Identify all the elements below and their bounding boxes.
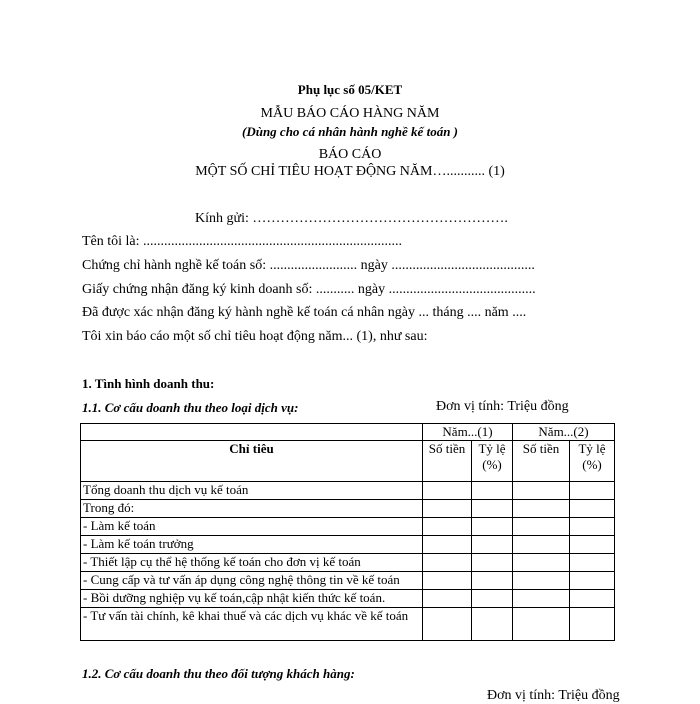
table-header-row (81, 424, 615, 441)
report-intro-line: Tôi xin báo cáo một số chỉ tiêu hoạt động năm... (1), như sau: (82, 329, 428, 344)
report-subtitle: MỘT SỐ CHỈ TIÊU HOẠT ĐỘNG NĂM…........... (1) (195, 164, 505, 179)
value-cell (423, 608, 472, 641)
year1-header: Năm...(1) (423, 424, 513, 441)
value-cell (513, 536, 570, 554)
row-label: - Bồi dưỡng nghiệp vụ kế toán,cập nhật kiến thức kế toán. (81, 590, 423, 608)
value-cell (513, 572, 570, 590)
addressee-line: Kính gửi: ………………………………………………. (195, 211, 508, 226)
value-cell (423, 590, 472, 608)
certificate-line: Chứng chỉ hành nghề kế toán số: ......................... ngày ......................................... (82, 258, 535, 273)
appendix-label: Phụ lục số 05/KET (297, 82, 403, 97)
value-cell (570, 572, 615, 590)
row-label: Tổng doanh thu dịch vụ kế toán (81, 482, 423, 500)
row-label: - Tư vấn tài chính, kê khai thuế và các dịch vụ khác về kế toán (81, 608, 423, 641)
unit-label: Đơn vị tính: Triệu đồng (436, 399, 569, 414)
value-cell (423, 554, 472, 572)
section1-1-heading: 1.1. Cơ cấu doanh thu theo loại dịch vụ: (82, 400, 299, 415)
value-cell (513, 500, 570, 518)
section1-2-heading: 1.2. Cơ cấu doanh thu theo đối tượng khách hàng: (82, 666, 355, 681)
table-row (81, 608, 615, 641)
year2-header: Năm...(2) (513, 424, 615, 441)
table-row (81, 536, 615, 554)
ratio-unit: (%) (582, 457, 602, 472)
form-subtitle: (Dùng cho cá nhân hành nghề kế toán ) (242, 124, 458, 139)
year1-amount-header: Số tiền (423, 441, 472, 482)
table-subheader-row (81, 441, 615, 482)
value-cell (423, 500, 472, 518)
row-label: - Làm kế toán (81, 518, 423, 536)
value-cell (570, 518, 615, 536)
value-cell (513, 608, 570, 641)
value-cell (472, 554, 513, 572)
ratio-unit: (%) (482, 457, 502, 472)
ratio-label: Tỷ lệ (578, 441, 606, 456)
row-label: - Cung cấp và tư vấn áp dụng công nghệ thông tin về kế toán (81, 572, 423, 590)
row-label: - Thiết lập cụ thể hệ thống kế toán cho đơn vị kế toán (81, 554, 423, 572)
report-title: BÁO CÁO (318, 147, 382, 162)
revenue-by-service-table (80, 423, 615, 641)
value-cell (570, 482, 615, 500)
value-cell (570, 554, 615, 572)
value-cell (472, 482, 513, 500)
header-corner-cell (81, 424, 423, 441)
year1-ratio-header (472, 441, 513, 482)
table-row (81, 554, 615, 572)
name-line: Tên tôi là: .......................................................................... (82, 234, 403, 249)
value-cell (513, 590, 570, 608)
confirmation-line: Đã được xác nhận đăng ký hành nghề kế toán cá nhân ngày ... tháng .... năm .... (82, 305, 527, 320)
value-cell (513, 518, 570, 536)
value-cell (472, 536, 513, 554)
unit-label-2: Đơn vị tính: Triệu đồng (487, 688, 620, 703)
value-cell (423, 572, 472, 590)
row-label: Trong đó: (81, 500, 423, 518)
value-cell (513, 554, 570, 572)
value-cell (472, 608, 513, 641)
table-row (81, 572, 615, 590)
value-cell (472, 572, 513, 590)
value-cell (570, 590, 615, 608)
year2-ratio-header (570, 441, 615, 482)
table-row (81, 590, 615, 608)
value-cell (570, 608, 615, 641)
table-row (81, 482, 615, 500)
value-cell (570, 536, 615, 554)
value-cell (513, 482, 570, 500)
section1-heading: 1. Tình hình doanh thu: (82, 376, 215, 391)
value-cell (423, 536, 472, 554)
business-registration-line: Giấy chứng nhận đăng ký kinh doanh số: ........... ngày .......................................... (82, 282, 536, 297)
value-cell (423, 482, 472, 500)
value-cell (472, 590, 513, 608)
ratio-label: Tỷ lệ (478, 441, 506, 456)
row-label: - Làm kế toán trưởng (81, 536, 423, 554)
value-cell (570, 500, 615, 518)
value-cell (472, 518, 513, 536)
value-cell (423, 518, 472, 536)
form-title: MẪU BÁO CÁO HÀNG NĂM (260, 106, 440, 121)
value-cell (472, 500, 513, 518)
table-row (81, 518, 615, 536)
year2-amount-header: Số tiền (513, 441, 570, 482)
table-row (81, 500, 615, 518)
indicator-header: Chỉ tiêu (81, 441, 423, 482)
